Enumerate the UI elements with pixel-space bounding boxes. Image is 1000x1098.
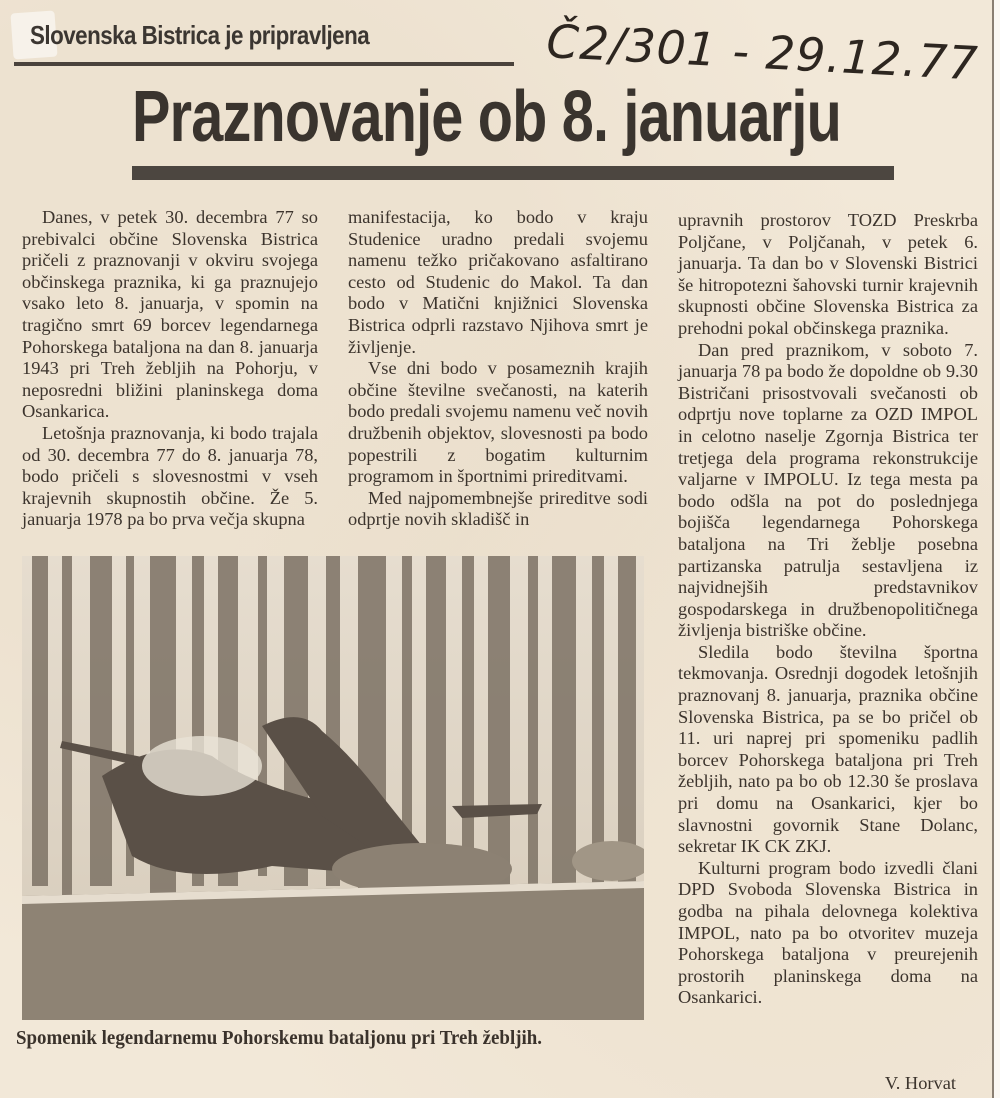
paragraph: Kulturni program bodo izvedli člani DPD Svoboda Slovenska Bistrica in godba na pihala delovnega kolektiva IMPOL, nato pa bo otvoritev muzeja Pohorskega bataljona v preurejenih prostorih planinskega doma na Osankarici. — [678, 857, 978, 1008]
clipping-edge — [992, 0, 1000, 1098]
paragraph: Vse dni bodo v posameznih krajih občine številne svečanosti, na katerih bodo predali svojemu namenu več novih družbenih objektov, slovesnosti pa bodo popestrili z bogatim kulturnim programom in športnimi prireditvami. — [348, 358, 648, 487]
kicker-rule — [14, 62, 514, 66]
text-column-3 — [678, 210, 978, 1009]
photo-caption: Spomenik legendarnemu Pohorskemu bataljonu pri Treh žebljih. — [16, 1028, 543, 1049]
photo-illustration — [22, 556, 644, 1020]
handwritten-archive-note: Č2/301 - 29.12.77 — [545, 14, 980, 91]
monument-photo — [22, 556, 644, 1020]
paragraph: Letošnja praznovanja, ki bodo trajala od 30. decembra 77 do 8. januarja 78, bodo pričeli s slovesnostmi v vseh krajevnih skupnostih občine. Že 5. januarja 1978 pa bo prva večja skupna — [22, 422, 318, 530]
author-byline: V. Horvat — [884, 1073, 956, 1093]
paragraph: Dan pred praznikom, v soboto 7. januarja 78 pa bodo že dopoldne ob 9.30 Bistričani prisostvovali svečanosti ob odprtju nove toplarne za OZD IMPOL in celotno naselje Zgornja Bistrica ter tretjega dela programa rekonstrukcije valjarne v IMPOLU. Iz tega mesta pa bodo odšla na pot do poslednjega bojišča legendarnega Pohorskega bataljona na Tri žeblje posebna partizanska patrulja sestavljena iz najvidnejših predstavnikov gospodarskega in družbenopolitičnega življenja bistriške občine. — [678, 339, 978, 641]
text-column-2 — [348, 207, 648, 531]
paragraph: Med najpomembnejše prireditve sodi odprtje novih skladišč in — [348, 487, 648, 530]
paragraph: upravnih prostorov TOZD Preskrba Poljčane, v Poljčanah, v petek 6. januarja. Ta dan bo v Slovenski Bistrici še hitropotezni šahovski turnir krajevnih skupnosti občine Slovenska Bistrica za prehodni pokal občinskega praznika. — [678, 210, 978, 338]
stone-plinth — [22, 881, 644, 1020]
paragraph: Danes, v petek 30. decembra 77 so prebivalci občine Slovenska Bistrica pričeli z praznovanji v okviru svojega občinskega praznika, ki ga praznujejo vsako leto 8. januarja, v spomin na tragično smrt 69 borcev legendarnega Pohorskega bataljona na dan 8. januarja 1943 pri Treh žebljih na Pohorju, v neposredni bližini planinskega doma Osankarica. — [22, 207, 318, 422]
article-headline: Praznovanje ob 8. januarju — [132, 77, 841, 157]
text-column-1 — [22, 207, 318, 531]
headline-rule — [132, 166, 894, 180]
article-kicker: Slovenska Bistrica je pripravljena — [30, 20, 370, 50]
paragraph: Sledila bodo številna športna tekmovanja. Osrednji dogodek letošnjih praznovanj 8. januarja, praznika občine Slovenska Bistrica, pa se bo pričel ob 11. uri naprej pri spomeniku padlih borcev Pohorskega bataljona pri Treh žebljih, nato pa bo ob 12.30 še proslava pri domu na Osankarici, kjer bo slavnostni govornik Stane Dolanc, sekretar IK CK ZKJ. — [678, 641, 978, 857]
paragraph: manifestacija, ko bodo v kraju Studenice uradno predali svojemu namenu težko pričakovano asfaltirano cesto od Studenic do Makol. Ta dan bodo v Matični knjižnici Slovenska Bistrica odprli razstavo Njihova smrt je življenje. — [348, 207, 648, 357]
